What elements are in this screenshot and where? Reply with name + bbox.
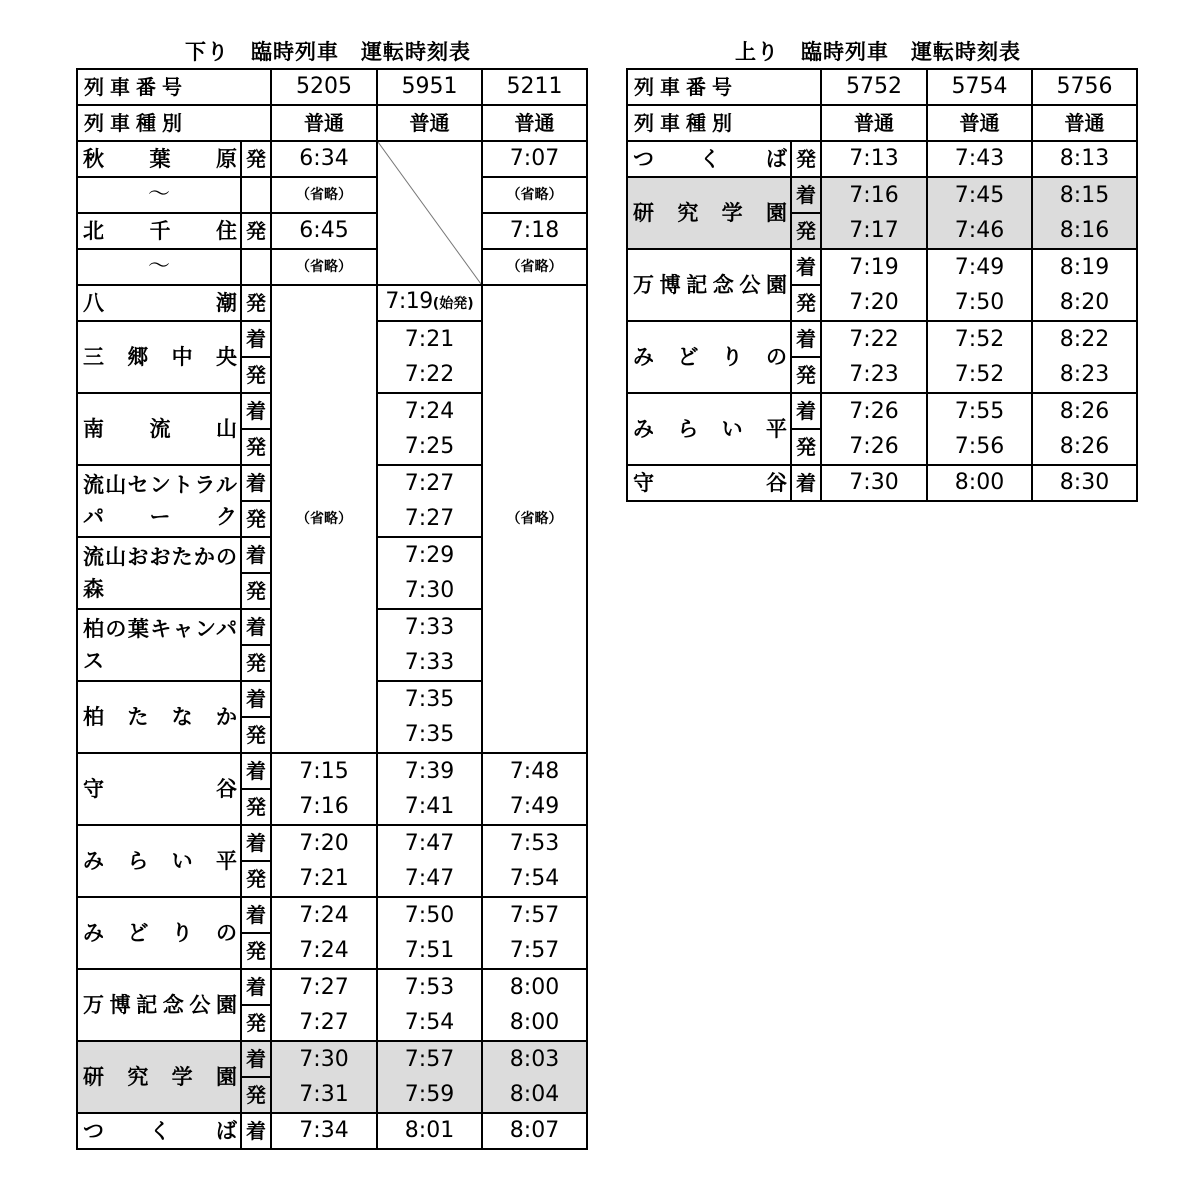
arrival-label: 着: [241, 1041, 271, 1077]
station-name: 万博記念公園: [77, 969, 241, 1041]
station-name: 柏たなか: [77, 681, 241, 753]
station-name: 北千住: [77, 213, 241, 249]
time-cell: 7:31: [271, 1077, 377, 1113]
station-name: 秋葉原: [77, 141, 241, 177]
time-cell: 7:55: [927, 393, 1032, 429]
empty-cell: [241, 249, 271, 285]
omitted-label: （省略）: [482, 177, 587, 213]
time-cell: 7:15: [271, 753, 377, 789]
arrival-label: 着: [791, 177, 821, 213]
tilde-mark: ～: [77, 249, 241, 285]
arrival-label: 着: [241, 969, 271, 1005]
time-cell: 7:52: [927, 321, 1032, 357]
time-cell: 7:57: [482, 897, 587, 933]
station-name: 守谷: [627, 465, 791, 501]
departure-label: 発: [241, 789, 271, 825]
time-cell: 7:29: [377, 537, 482, 573]
train-number: 5754: [927, 69, 1032, 105]
time-cell: 8:07: [482, 1113, 587, 1149]
table-row: [77, 825, 587, 861]
station-name: みどりの: [77, 897, 241, 969]
time-cell: 8:20: [1032, 285, 1137, 321]
down-timetable: [76, 68, 588, 1150]
time-cell: 7:35: [377, 717, 482, 753]
time-cell: 7:49: [927, 249, 1032, 285]
time-cell: 7:30: [377, 573, 482, 609]
time-cell: 7:16: [821, 177, 927, 213]
departure-label: 発: [241, 1005, 271, 1041]
train-type: 普通: [482, 105, 587, 141]
time-cell: 7:35: [377, 681, 482, 717]
time-cell: 7:53: [482, 825, 587, 861]
time-cell: 7:30: [821, 465, 927, 501]
time-cell: 7:26: [821, 393, 927, 429]
departure-label: 発: [241, 645, 271, 681]
time-cell: 7:18: [482, 213, 587, 249]
arrival-label: 着: [791, 393, 821, 429]
arrival-label: 着: [241, 393, 271, 429]
arrival-label: 着: [241, 537, 271, 573]
time-cell: 7:54: [377, 1005, 482, 1041]
omitted-label: （省略）: [482, 249, 587, 285]
not-operating-cell: [377, 141, 482, 285]
departure-label: 発: [791, 285, 821, 321]
departure-label: 発: [241, 357, 271, 393]
train-type: 普通: [821, 105, 927, 141]
time-cell: 7:20: [271, 825, 377, 861]
time-cell: 7:22: [821, 321, 927, 357]
station-name: みらい平: [77, 825, 241, 897]
table-row: [77, 1113, 587, 1149]
table-row: [627, 105, 1137, 141]
time-cell: 7:59: [377, 1077, 482, 1113]
time-cell: 8:00: [482, 1005, 587, 1041]
time-cell: 7:49: [482, 789, 587, 825]
departure-label: 発: [791, 141, 821, 177]
time-cell: 7:53: [377, 969, 482, 1005]
table-row: [77, 897, 587, 933]
time-cell: 8:01: [377, 1113, 482, 1149]
train-number-header: 列車番号: [627, 69, 821, 105]
time-cell: 7:16: [271, 789, 377, 825]
table-row: [77, 969, 587, 1005]
table-row: [77, 105, 587, 141]
time-cell: 8:16: [1032, 213, 1137, 249]
time-cell: 7:30: [271, 1041, 377, 1077]
time-cell: 7:54: [482, 861, 587, 897]
time-cell: 8:00: [927, 465, 1032, 501]
departure-label: 発: [791, 429, 821, 465]
time-cell: 7:19: [821, 249, 927, 285]
omitted-label: （省略）: [271, 285, 377, 753]
time-cell: 7:34: [271, 1113, 377, 1149]
time-cell: 7:52: [927, 357, 1032, 393]
time-cell: 8:00: [482, 969, 587, 1005]
arrival-label: 着: [791, 249, 821, 285]
train-type-header: 列車種別: [627, 105, 821, 141]
start-time: 7:19: [385, 289, 433, 314]
station-name: 研究学園: [627, 177, 791, 249]
arrival-label: 着: [791, 465, 821, 501]
departure-label: 発: [241, 717, 271, 753]
table-row: [77, 69, 587, 105]
train-number-header: 列車番号: [77, 69, 271, 105]
train-type: 普通: [377, 105, 482, 141]
time-cell: 8:13: [1032, 141, 1137, 177]
time-cell: 7:26: [821, 429, 927, 465]
time-cell: 7:47: [377, 861, 482, 897]
time-cell: 8:03: [482, 1041, 587, 1077]
time-cell: 8:19: [1032, 249, 1137, 285]
table-row: [627, 177, 1137, 213]
time-cell: 7:17: [821, 213, 927, 249]
arrival-label: 着: [241, 321, 271, 357]
time-cell: 7:48: [482, 753, 587, 789]
station-name: 研究学園: [77, 1041, 241, 1113]
time-cell: 7:43: [927, 141, 1032, 177]
train-type: 普通: [271, 105, 377, 141]
station-name: 守谷: [77, 753, 241, 825]
omitted-label: （省略）: [271, 177, 377, 213]
arrival-label: 着: [241, 897, 271, 933]
train-number: 5756: [1032, 69, 1137, 105]
arrival-label: 着: [241, 465, 271, 501]
departure-label: 発: [241, 501, 271, 537]
time-cell: 7:24: [271, 933, 377, 969]
time-cell: 8:23: [1032, 357, 1137, 393]
train-number: 5205: [271, 69, 377, 105]
train-number: 5951: [377, 69, 482, 105]
station-name: 万博記念公園: [627, 249, 791, 321]
time-cell: 7:46: [927, 213, 1032, 249]
table-row: [77, 249, 587, 285]
tilde-mark: ～: [77, 177, 241, 213]
time-cell: 7:27: [377, 465, 482, 501]
time-cell: 7:20: [821, 285, 927, 321]
station-name: 柏の葉キャンパス: [77, 609, 241, 681]
time-cell: 8:26: [1032, 429, 1137, 465]
time-cell: 7:24: [271, 897, 377, 933]
station-name: つくば: [627, 141, 791, 177]
time-cell: 8:15: [1032, 177, 1137, 213]
time-cell: 7:47: [377, 825, 482, 861]
time-cell: 7:21: [271, 861, 377, 897]
departure-label: 発: [241, 429, 271, 465]
table-row: [77, 213, 587, 249]
time-cell: 7:07: [482, 141, 587, 177]
time-cell: 8:04: [482, 1077, 587, 1113]
omitted-label: （省略）: [482, 285, 587, 753]
train-number: 5752: [821, 69, 927, 105]
time-cell: 7:45: [927, 177, 1032, 213]
time-cell: 7:24: [377, 393, 482, 429]
time-cell: 7:50: [377, 897, 482, 933]
table-row: [627, 141, 1137, 177]
departure-label: 発: [241, 213, 271, 249]
time-cell: 7:51: [377, 933, 482, 969]
arrival-label: 着: [241, 825, 271, 861]
time-cell: 7:23: [821, 357, 927, 393]
time-cell: 6:34: [271, 141, 377, 177]
train-number: 5211: [482, 69, 587, 105]
departure-label: 発: [241, 1077, 271, 1113]
departure-label: 発: [791, 213, 821, 249]
time-cell: 7:27: [271, 969, 377, 1005]
time-cell: 7:33: [377, 645, 482, 681]
station-name: つくば: [77, 1113, 241, 1149]
station-name: 八潮: [77, 285, 241, 321]
time-cell: 7:50: [927, 285, 1032, 321]
omitted-label: （省略）: [271, 249, 377, 285]
time-cell: 7:57: [377, 1041, 482, 1077]
departure-label: 発: [241, 573, 271, 609]
table-row: [77, 1041, 587, 1077]
table-row: [77, 177, 587, 213]
departure-label: 発: [241, 861, 271, 897]
train-type: 普通: [927, 105, 1032, 141]
table-row: [627, 393, 1137, 429]
time-cell: 7:33: [377, 609, 482, 645]
departure-label: 発: [241, 933, 271, 969]
up-timetable: [626, 68, 1138, 502]
time-cell: 7:27: [271, 1005, 377, 1041]
time-cell: 7:22: [377, 357, 482, 393]
station-name: 三郷中央: [77, 321, 241, 393]
table-row: [627, 69, 1137, 105]
origin-marker: (始発): [432, 296, 474, 312]
station-name: 流山おおたかの森: [77, 537, 241, 609]
train-type-header: 列車種別: [77, 105, 271, 141]
time-cell: [377, 285, 482, 321]
time-cell: 8:26: [1032, 393, 1137, 429]
train-type: 普通: [1032, 105, 1137, 141]
table-row: [627, 321, 1137, 357]
table-row: [77, 285, 587, 321]
arrival-label: 着: [241, 609, 271, 645]
departure-label: 発: [241, 285, 271, 321]
time-cell: 8:30: [1032, 465, 1137, 501]
arrival-label: 着: [791, 321, 821, 357]
time-cell: 7:25: [377, 429, 482, 465]
table-row: [627, 249, 1137, 285]
table-row: [77, 141, 587, 177]
time-cell: 7:41: [377, 789, 482, 825]
station-name: 南流山: [77, 393, 241, 465]
empty-cell: [241, 177, 271, 213]
time-cell: 7:56: [927, 429, 1032, 465]
station-name: みらい平: [627, 393, 791, 465]
time-cell: 7:57: [482, 933, 587, 969]
time-cell: 7:39: [377, 753, 482, 789]
departure-label: 発: [791, 357, 821, 393]
station-name: 流山セントラルパーク: [77, 465, 241, 537]
time-cell: 7:21: [377, 321, 482, 357]
table-row: [77, 753, 587, 789]
time-cell: 7:27: [377, 501, 482, 537]
down-title: 下り 臨時列車 運転時刻表: [185, 40, 471, 64]
up-title: 上り 臨時列車 運転時刻表: [735, 40, 1021, 64]
table-row: [627, 465, 1137, 501]
arrival-label: 着: [241, 753, 271, 789]
station-name: みどりの: [627, 321, 791, 393]
arrival-label: 着: [241, 681, 271, 717]
departure-label: 発: [241, 141, 271, 177]
arrival-label: 着: [241, 1113, 271, 1149]
time-cell: 6:45: [271, 213, 377, 249]
time-cell: 8:22: [1032, 321, 1137, 357]
time-cell: 7:13: [821, 141, 927, 177]
